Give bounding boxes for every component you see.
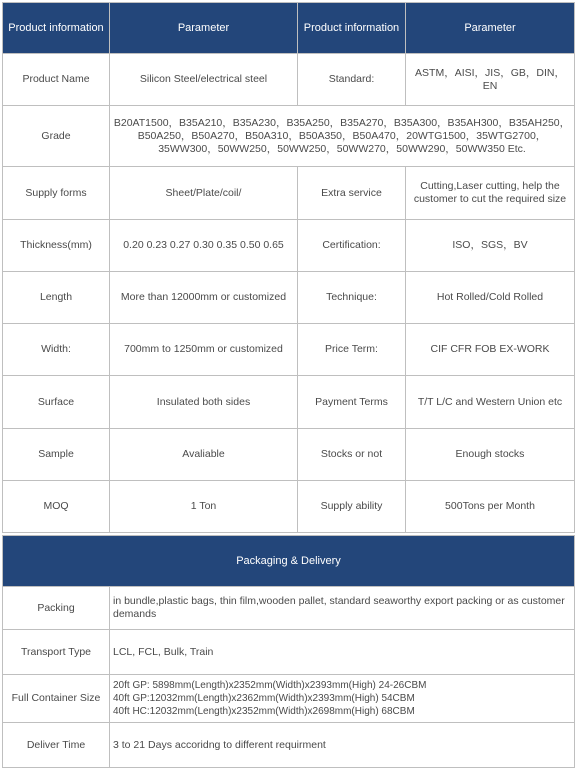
row-value: Sheet/Plate/coil/ [110,167,298,220]
row-value: Silicon Steel/electrical steel [110,54,298,106]
row-value: 0.20 0.23 0.27 0.30 0.35 0.50 0.65 [110,220,298,272]
row-value: LCL, FCL, Bulk, Train [110,630,575,675]
row-value: CIF CFR FOB EX-WORK [406,324,575,376]
table-row [3,54,575,106]
spec-table [2,2,575,533]
table-row [3,376,575,429]
row-label: Supply forms [3,167,110,220]
table-row [3,481,575,533]
table-row [3,429,575,481]
row-label: Length [3,272,110,324]
row-label: Sample [3,429,110,481]
row-value: T/T L/C and Western Union etc [406,376,575,429]
row-label: Technique: [298,272,406,324]
row-value: ASTM，AISI，JIS，GB，DIN，EN [406,54,575,106]
table-row [3,587,575,630]
row-label: Standard: [298,54,406,106]
container-size-line: 40ft HC:12032mm(Length)x2352mm(Width)x2698mm(High) 68CBM [113,706,415,717]
row-label: Product Name [3,54,110,106]
row-label: Thickness(mm) [3,220,110,272]
row-label: Surface [3,376,110,429]
row-label: Grade [3,106,110,167]
table-row [3,324,575,376]
row-value: 700mm to 1250mm or customized [110,324,298,376]
packaging-header-row [3,536,575,587]
header-parameter-2: Parameter [406,3,575,54]
row-label: Price Term: [298,324,406,376]
container-size-line: 20ft GP: 5898mm(Length)x2352mm(Width)x2393mm(High) 24-26CBM [113,680,427,691]
row-value: 500Tons per Month [406,481,575,533]
row-label: Packing [3,587,110,630]
row-value: Insulated both sides [110,376,298,429]
row-value: Cutting,Laser cutting, help the customer to cut the required size [406,167,575,220]
row-value: Hot Rolled/Cold Rolled [406,272,575,324]
row-label: Full Container Size [3,675,110,723]
packaging-table [2,535,575,768]
row-label: Certification: [298,220,406,272]
container-sizes [110,675,575,723]
row-label: Supply ability [298,481,406,533]
row-value: Avaliable [110,429,298,481]
packaging-title: Packaging & Delivery [3,536,575,587]
table-row [3,220,575,272]
header-product-info-1: Product information [3,3,110,54]
spec-header-row [3,3,575,54]
table-row [3,272,575,324]
row-value: ISO，SGS，BV [406,220,575,272]
header-parameter-1: Parameter [110,3,298,54]
row-value: 3 to 21 Days accoridng to different requirment [110,723,575,768]
row-value: 1 Ton [110,481,298,533]
row-label: Payment Terms [298,376,406,429]
table-row [3,675,575,723]
table-row [3,167,575,220]
row-label: Transport Type [3,630,110,675]
row-label: Stocks or not [298,429,406,481]
container-size-line: 40ft GP:12032mm(Length)x2362mm(Width)x2393mm(High) 54CBM [113,693,415,704]
row-label: MOQ [3,481,110,533]
table-row [3,630,575,675]
row-value: in bundle,plastic bags, thin film,wooden pallet, standard seaworthy export packing or as customer demands [110,587,575,630]
row-value: More than 12000mm or customized [110,272,298,324]
row-label: Deliver Time [3,723,110,768]
row-label: Extra service [298,167,406,220]
table-row [3,106,575,167]
row-label: Width: [3,324,110,376]
header-product-info-2: Product information [298,3,406,54]
row-value: Enough stocks [406,429,575,481]
grade-list: B20AT1500，B35A210，B35A230，B35A250，B35A270，B35A300，B35AH300，B35AH250，B50A250，B50A270，B50A310，B50A350，B50A470，20WTG1500，35WTG2700，35WW300，50WW250，50WW250，50WW270，50WW290，50WW350 Etc. [110,106,575,167]
table-row [3,723,575,768]
